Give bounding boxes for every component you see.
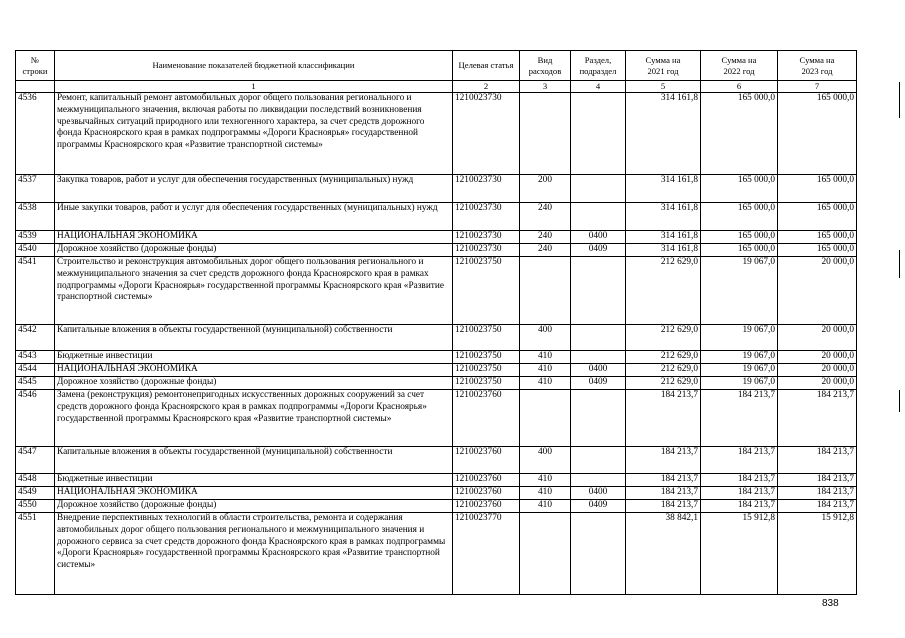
header-sum-2023: Сумма на 2023 год bbox=[778, 51, 857, 81]
indicator-name-cell: Бюджетные инвестиции bbox=[55, 351, 453, 364]
table-row bbox=[16, 175, 857, 203]
table-row bbox=[16, 500, 857, 513]
header-row bbox=[16, 51, 857, 81]
margin-mark bbox=[899, 82, 900, 118]
margin-mark bbox=[899, 390, 900, 412]
sum-2022-cell: 184 213,7 bbox=[701, 500, 778, 513]
table-row bbox=[16, 513, 857, 595]
page-number: 838 bbox=[822, 598, 839, 609]
sum-2021-cell: 314 161,8 bbox=[626, 175, 701, 203]
section-code-cell bbox=[571, 93, 626, 175]
section-code-cell: 0400 bbox=[571, 487, 626, 500]
row-number-cell: 4537 bbox=[16, 175, 55, 203]
sum-2022-cell: 19 067,0 bbox=[701, 364, 778, 377]
target-article-cell: 1210023730 bbox=[453, 175, 520, 203]
row-number-cell: 4551 bbox=[16, 513, 55, 595]
expense-type-cell: 240 bbox=[520, 203, 571, 231]
sum-2023-cell: 184 213,7 bbox=[778, 390, 857, 447]
table-row bbox=[16, 390, 857, 447]
sum-2022-cell: 165 000,0 bbox=[701, 244, 778, 257]
margin-mark bbox=[899, 250, 900, 278]
target-article-cell: 1210023730 bbox=[453, 231, 520, 244]
table-row bbox=[16, 351, 857, 364]
row-number-cell: 4548 bbox=[16, 474, 55, 487]
section-code-cell bbox=[571, 351, 626, 364]
table-row bbox=[16, 203, 857, 231]
row-number-cell: 4538 bbox=[16, 203, 55, 231]
sum-2023-cell: 165 000,0 bbox=[778, 231, 857, 244]
sum-2023-cell: 165 000,0 bbox=[778, 203, 857, 231]
table-row bbox=[16, 447, 857, 474]
table-row bbox=[16, 364, 857, 377]
indicator-name-cell: Дорожное хозяйство (дорожные фонды) bbox=[55, 244, 453, 257]
row-number-cell: 4542 bbox=[16, 325, 55, 351]
target-article-cell: 1210023760 bbox=[453, 390, 520, 447]
section-code-cell bbox=[571, 390, 626, 447]
table-row bbox=[16, 487, 857, 500]
target-article-cell: 1210023770 bbox=[453, 513, 520, 595]
section-code-cell bbox=[571, 474, 626, 487]
indicator-name-cell: Ремонт, капитальный ремонт автомобильных дорог общего пользования регионального и межмуниципального значения, включая работы по ликвидации последствий возникновения чрезвычайных ситуаций природного или техногенного характера, за счет средств дорожного фонда Красноярского края в рамках подпрограммы «Дороги Красноярья» государственной программы Красноярского края «Развитие транспортной системы» bbox=[55, 93, 453, 175]
column-number: 4 bbox=[571, 81, 626, 93]
row-number-cell: 4547 bbox=[16, 447, 55, 474]
table-row bbox=[16, 377, 857, 390]
sum-2023-cell: 20 000,0 bbox=[778, 351, 857, 364]
sum-2021-cell: 212 629,0 bbox=[626, 257, 701, 325]
target-article-cell: 1210023730 bbox=[453, 93, 520, 175]
expense-type-cell: 410 bbox=[520, 377, 571, 390]
expense-type-cell bbox=[520, 257, 571, 325]
target-article-cell: 1210023750 bbox=[453, 325, 520, 351]
indicator-name-cell: Капитальные вложения в объекты государственной (муниципальной) собственности bbox=[55, 447, 453, 474]
indicator-name-cell: НАЦИОНАЛЬНАЯ ЭКОНОМИКА bbox=[55, 231, 453, 244]
sum-2023-cell: 20 000,0 bbox=[778, 364, 857, 377]
expense-type-cell: 200 bbox=[520, 175, 571, 203]
sum-2023-cell: 184 213,7 bbox=[778, 487, 857, 500]
table-row bbox=[16, 474, 857, 487]
indicator-name-cell: НАЦИОНАЛЬНАЯ ЭКОНОМИКА bbox=[55, 487, 453, 500]
indicator-name-cell: Дорожное хозяйство (дорожные фонды) bbox=[55, 500, 453, 513]
sum-2023-cell: 165 000,0 bbox=[778, 93, 857, 175]
section-code-cell: 0409 bbox=[571, 244, 626, 257]
sum-2023-cell: 20 000,0 bbox=[778, 257, 857, 325]
expense-type-cell bbox=[520, 390, 571, 447]
sum-2023-cell: 20 000,0 bbox=[778, 325, 857, 351]
target-article-cell: 1210023760 bbox=[453, 487, 520, 500]
section-code-cell: 0400 bbox=[571, 231, 626, 244]
sum-2021-cell: 314 161,8 bbox=[626, 231, 701, 244]
column-number: 6 bbox=[701, 81, 778, 93]
expense-type-cell bbox=[520, 93, 571, 175]
sum-2021-cell: 314 161,8 bbox=[626, 203, 701, 231]
row-number-cell: 4540 bbox=[16, 244, 55, 257]
expense-type-cell bbox=[520, 513, 571, 595]
row-number-cell: 4543 bbox=[16, 351, 55, 364]
sum-2022-cell: 19 067,0 bbox=[701, 377, 778, 390]
row-number-cell: 4546 bbox=[16, 390, 55, 447]
header-sum-2021: Сумма на 2021 год bbox=[626, 51, 701, 81]
row-number-cell: 4539 bbox=[16, 231, 55, 244]
indicator-name-cell: Дорожное хозяйство (дорожные фонды) bbox=[55, 377, 453, 390]
table-row bbox=[16, 244, 857, 257]
expense-type-cell: 410 bbox=[520, 474, 571, 487]
sum-2022-cell: 165 000,0 bbox=[701, 175, 778, 203]
sum-2021-cell: 212 629,0 bbox=[626, 377, 701, 390]
target-article-cell: 1210023760 bbox=[453, 447, 520, 474]
section-code-cell: 0409 bbox=[571, 377, 626, 390]
column-number: 2 bbox=[453, 81, 520, 93]
column-number bbox=[16, 81, 55, 93]
target-article-cell: 1210023750 bbox=[453, 351, 520, 364]
sum-2023-cell: 184 213,7 bbox=[778, 474, 857, 487]
target-article-cell: 1210023730 bbox=[453, 203, 520, 231]
indicator-name-cell: Иные закупки товаров, работ и услуг для обеспечения государственных (муниципальных) нужд bbox=[55, 203, 453, 231]
sum-2022-cell: 184 213,7 bbox=[701, 390, 778, 447]
sum-2021-cell: 212 629,0 bbox=[626, 351, 701, 364]
sum-2021-cell: 212 629,0 bbox=[626, 325, 701, 351]
section-code-cell: 0400 bbox=[571, 364, 626, 377]
expense-type-cell: 400 bbox=[520, 325, 571, 351]
column-number: 5 bbox=[626, 81, 701, 93]
table-row bbox=[16, 257, 857, 325]
table-row bbox=[16, 231, 857, 244]
section-code-cell: 0409 bbox=[571, 500, 626, 513]
sum-2021-cell: 314 161,8 bbox=[626, 93, 701, 175]
sum-2021-cell: 184 213,7 bbox=[626, 500, 701, 513]
indicator-name-cell: НАЦИОНАЛЬНАЯ ЭКОНОМИКА bbox=[55, 364, 453, 377]
expense-type-cell: 410 bbox=[520, 500, 571, 513]
sum-2023-cell: 15 912,8 bbox=[778, 513, 857, 595]
sum-2022-cell: 19 067,0 bbox=[701, 325, 778, 351]
budget-table bbox=[15, 50, 857, 595]
sum-2021-cell: 184 213,7 bbox=[626, 474, 701, 487]
expense-type-cell: 400 bbox=[520, 447, 571, 474]
table-row bbox=[16, 325, 857, 351]
target-article-cell: 1210023750 bbox=[453, 377, 520, 390]
sum-2023-cell: 184 213,7 bbox=[778, 447, 857, 474]
row-number-cell: 4541 bbox=[16, 257, 55, 325]
section-code-cell bbox=[571, 513, 626, 595]
header-row-number: № строки bbox=[16, 51, 55, 81]
section-code-cell bbox=[571, 203, 626, 231]
expense-type-cell: 240 bbox=[520, 244, 571, 257]
sum-2022-cell: 184 213,7 bbox=[701, 447, 778, 474]
sum-2023-cell: 184 213,7 bbox=[778, 500, 857, 513]
expense-type-cell: 410 bbox=[520, 351, 571, 364]
indicator-name-cell: Строительство и реконструкция автомобильных дорог общего пользования регионального и межмуниципального значения за счет средств дорожного фонда Красноярского края в рамках подпрограммы «Дороги Красноярья» государственной программы Красноярского края «Развитие транспортной системы» bbox=[55, 257, 453, 325]
section-code-cell bbox=[571, 325, 626, 351]
indicator-name-cell: Капитальные вложения в объекты государственной (муниципальной) собственности bbox=[55, 325, 453, 351]
table-row bbox=[16, 93, 857, 175]
target-article-cell: 1210023730 bbox=[453, 244, 520, 257]
sum-2023-cell: 165 000,0 bbox=[778, 175, 857, 203]
sum-2022-cell: 184 213,7 bbox=[701, 474, 778, 487]
indicator-name-cell: Бюджетные инвестиции bbox=[55, 474, 453, 487]
sum-2022-cell: 15 912,8 bbox=[701, 513, 778, 595]
header-indicator-name: Наименование показателей бюджетной классификации bbox=[55, 51, 453, 81]
target-article-cell: 1210023750 bbox=[453, 257, 520, 325]
column-number: 3 bbox=[520, 81, 571, 93]
column-number: 1 bbox=[55, 81, 453, 93]
section-code-cell bbox=[571, 447, 626, 474]
column-number-row bbox=[16, 81, 857, 93]
row-number-cell: 4545 bbox=[16, 377, 55, 390]
header-target-article: Целевая статья bbox=[453, 51, 520, 81]
header-expense-type: Вид расходов bbox=[520, 51, 571, 81]
sum-2022-cell: 165 000,0 bbox=[701, 203, 778, 231]
column-number: 7 bbox=[778, 81, 857, 93]
expense-type-cell: 410 bbox=[520, 487, 571, 500]
row-number-cell: 4544 bbox=[16, 364, 55, 377]
sum-2021-cell: 38 842,1 bbox=[626, 513, 701, 595]
table-body bbox=[16, 93, 857, 595]
sum-2021-cell: 184 213,7 bbox=[626, 390, 701, 447]
sum-2023-cell: 20 000,0 bbox=[778, 377, 857, 390]
row-number-cell: 4536 bbox=[16, 93, 55, 175]
section-code-cell bbox=[571, 175, 626, 203]
indicator-name-cell: Внедрение перспективных технологий в области строительства, ремонта и содержания автомобильных дорог общего пользования регионального и межмуниципального значения и дорожного сервиса за счет средств дорожного фонда Красноярского края в рамках подпрограммы «Дороги Красноярья» государственной программы Красноярского края «Развитие транспортной системы» bbox=[55, 513, 453, 595]
header-section: Раздел, подраздел bbox=[571, 51, 626, 81]
sum-2021-cell: 184 213,7 bbox=[626, 487, 701, 500]
section-code-cell bbox=[571, 257, 626, 325]
target-article-cell: 1210023750 bbox=[453, 364, 520, 377]
sum-2022-cell: 19 067,0 bbox=[701, 351, 778, 364]
sum-2022-cell: 184 213,7 bbox=[701, 487, 778, 500]
expense-type-cell: 240 bbox=[520, 231, 571, 244]
target-article-cell: 1210023760 bbox=[453, 500, 520, 513]
sum-2021-cell: 184 213,7 bbox=[626, 447, 701, 474]
sum-2021-cell: 212 629,0 bbox=[626, 364, 701, 377]
sum-2022-cell: 19 067,0 bbox=[701, 257, 778, 325]
target-article-cell: 1210023760 bbox=[453, 474, 520, 487]
indicator-name-cell: Замена (реконструкция) ремонтонепригодных искусственных дорожных сооружений за счет средств дорожного фонда Красноярского края в рамках подпрограммы «Дороги Красноярья» государственной программы Красноярского края «Развитие транспортной системы» bbox=[55, 390, 453, 447]
sum-2022-cell: 165 000,0 bbox=[701, 231, 778, 244]
sum-2023-cell: 165 000,0 bbox=[778, 244, 857, 257]
indicator-name-cell: Закупка товаров, работ и услуг для обеспечения государственных (муниципальных) нужд bbox=[55, 175, 453, 203]
header-sum-2022: Сумма на 2022 год bbox=[701, 51, 778, 81]
expense-type-cell: 410 bbox=[520, 364, 571, 377]
sum-2021-cell: 314 161,8 bbox=[626, 244, 701, 257]
row-number-cell: 4550 bbox=[16, 500, 55, 513]
sum-2022-cell: 165 000,0 bbox=[701, 93, 778, 175]
row-number-cell: 4549 bbox=[16, 487, 55, 500]
